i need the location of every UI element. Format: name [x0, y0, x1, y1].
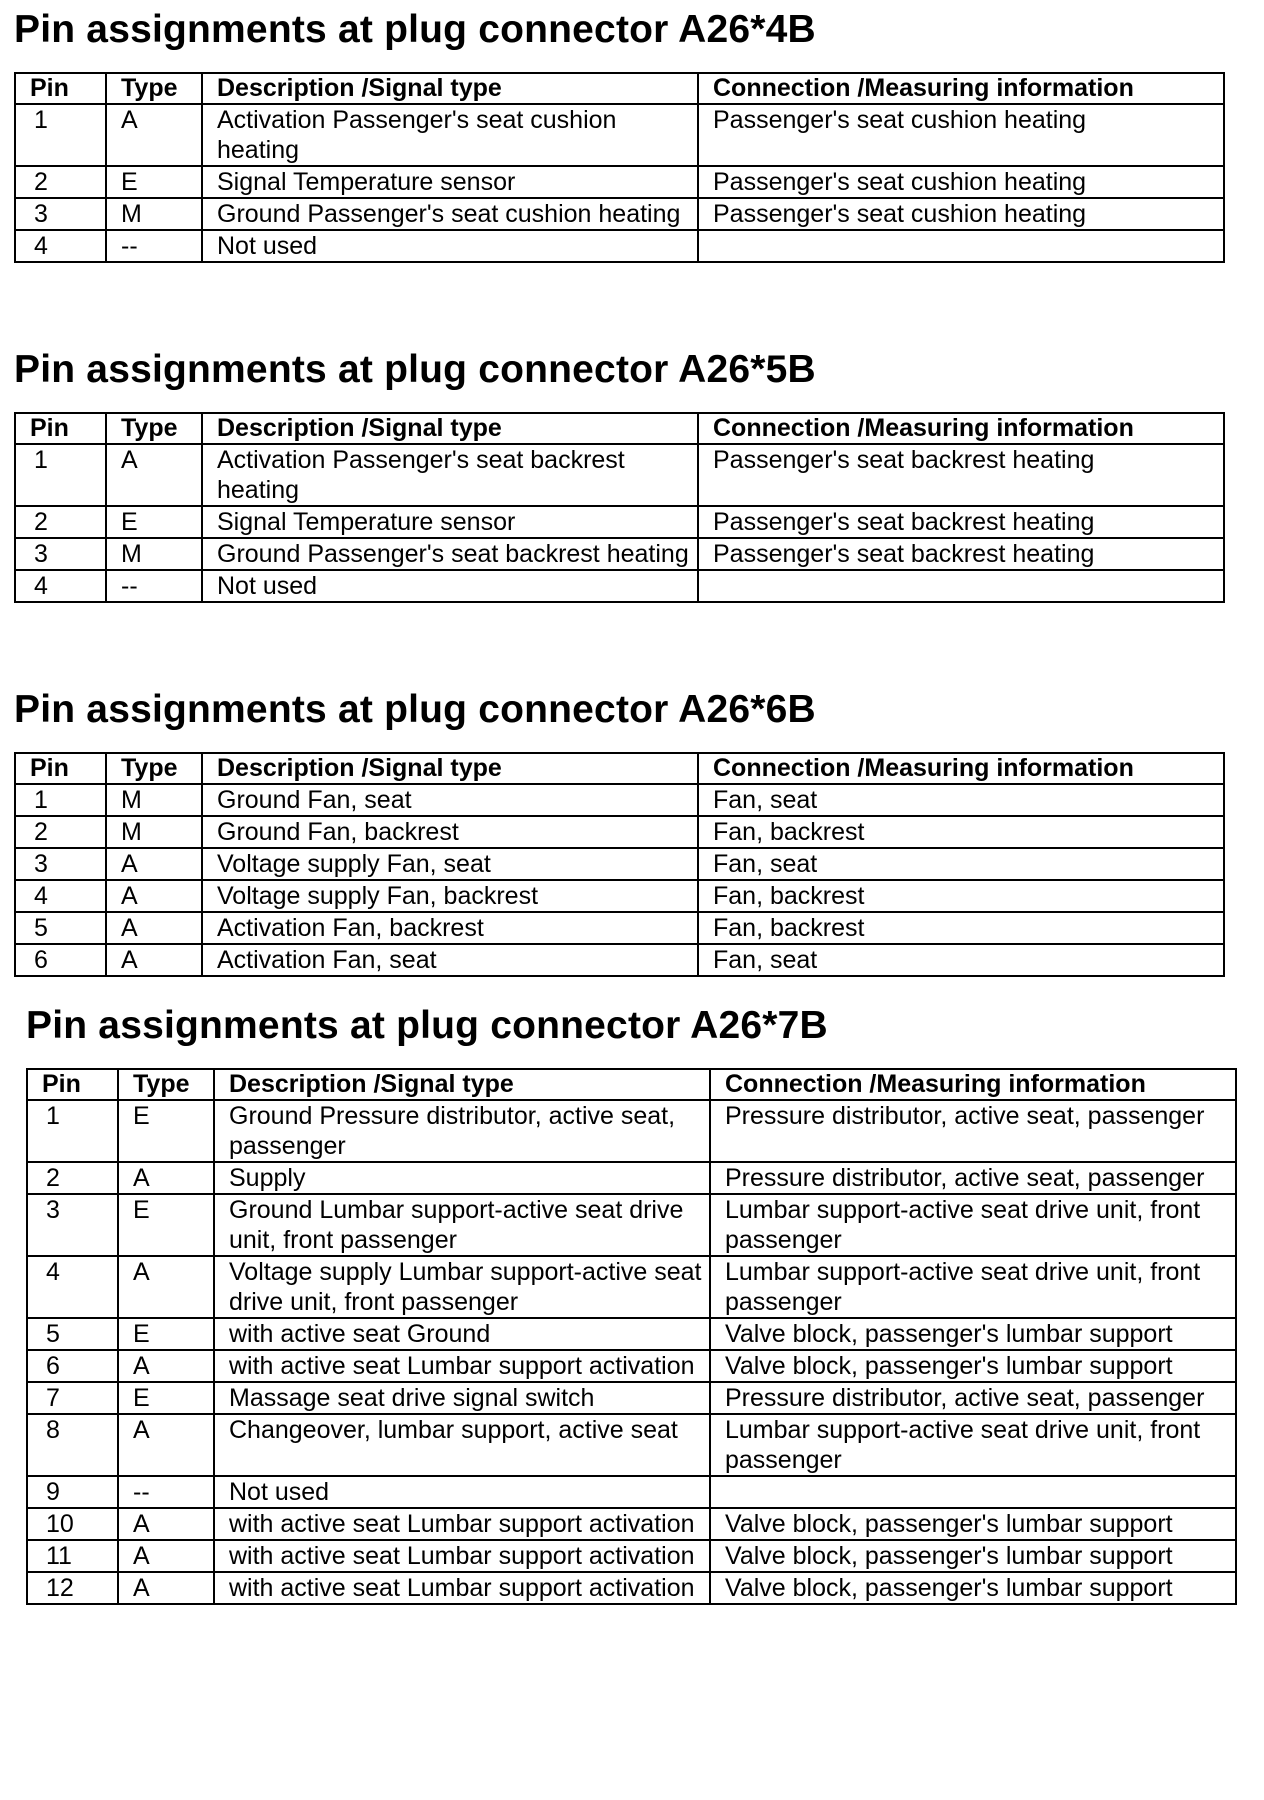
description-header: Description /Signal type [202, 753, 698, 784]
type-cell: E [118, 1194, 214, 1256]
type-cell: A [118, 1572, 214, 1604]
table-row [27, 1508, 1236, 1540]
table-header-row [15, 753, 1224, 784]
pin-cell: 10 [27, 1508, 118, 1540]
description-cell: Ground Passenger's seat cushion heating [202, 198, 698, 230]
connection-cell: Fan, seat [698, 784, 1224, 816]
pin-table [14, 752, 1225, 977]
description-cell: Ground Fan, backrest [202, 816, 698, 848]
pin-cell: 2 [15, 166, 106, 198]
description-header: Description /Signal type [202, 73, 698, 104]
description-cell: Not used [202, 230, 698, 262]
description-cell: Ground Passenger's seat backrest heating [202, 538, 698, 570]
pin-cell: 12 [27, 1572, 118, 1604]
connection-cell: Lumbar support-active seat drive unit, front passenger [710, 1194, 1236, 1256]
table-row [27, 1572, 1236, 1604]
pin-cell: 1 [15, 444, 106, 506]
connection-header: Connection /Measuring information [710, 1069, 1236, 1100]
table-row [27, 1100, 1236, 1162]
table-row [15, 944, 1224, 976]
type-cell: A [118, 1508, 214, 1540]
connection-cell: Valve block, passenger's lumbar support [710, 1350, 1236, 1382]
connection-cell: Lumbar support-active seat drive unit, front passenger [710, 1256, 1236, 1318]
description-header: Description /Signal type [202, 413, 698, 444]
pin-cell: 9 [27, 1476, 118, 1508]
table-header-row [15, 73, 1224, 104]
type-cell: A [106, 104, 202, 166]
connection-cell: Fan, seat [698, 944, 1224, 976]
table-row [27, 1476, 1236, 1508]
pin-cell: 7 [27, 1382, 118, 1414]
type-cell: M [106, 784, 202, 816]
type-cell: E [106, 506, 202, 538]
pin-cell: 11 [27, 1540, 118, 1572]
pin-cell: 4 [15, 230, 106, 262]
description-cell: Supply [214, 1162, 710, 1194]
table-row [15, 912, 1224, 944]
table-row [15, 848, 1224, 880]
pin-header: Pin [15, 753, 106, 784]
connection-cell: Valve block, passenger's lumbar support [710, 1508, 1236, 1540]
table-row [27, 1194, 1236, 1256]
section-title: Pin assignments at plug connector A26*6B [14, 688, 816, 731]
pin-cell: 4 [15, 570, 106, 602]
table-row [27, 1256, 1236, 1318]
pin-cell: 1 [27, 1100, 118, 1162]
connection-cell: Passenger's seat cushion heating [698, 104, 1224, 166]
connection-cell: Passenger's seat backrest heating [698, 506, 1224, 538]
type-cell: M [106, 198, 202, 230]
description-cell: Activation Passenger's seat cushion heating [202, 104, 698, 166]
type-cell: -- [118, 1476, 214, 1508]
description-cell: Ground Lumbar support-active seat drive unit, front passenger [214, 1194, 710, 1256]
section-a26-6b [14, 684, 1225, 977]
connection-cell [698, 570, 1224, 602]
description-cell: with active seat Lumbar support activation [214, 1350, 710, 1382]
description-cell: Signal Temperature sensor [202, 506, 698, 538]
type-header: Type [118, 1069, 214, 1100]
type-cell: A [118, 1540, 214, 1572]
description-cell: Not used [214, 1476, 710, 1508]
pin-table [14, 72, 1225, 263]
pin-cell: 2 [15, 506, 106, 538]
table-row [15, 784, 1224, 816]
connection-cell: Fan, backrest [698, 816, 1224, 848]
type-header: Type [106, 413, 202, 444]
pin-header: Pin [15, 73, 106, 104]
pin-cell: 5 [15, 912, 106, 944]
pin-cell: 2 [27, 1162, 118, 1194]
table-row [15, 880, 1224, 912]
type-cell: E [106, 166, 202, 198]
description-cell: with active seat Ground [214, 1318, 710, 1350]
connection-cell: Fan, seat [698, 848, 1224, 880]
table-row [27, 1414, 1236, 1476]
pin-cell: 3 [15, 848, 106, 880]
table-row [27, 1162, 1236, 1194]
table-row [15, 444, 1224, 506]
description-cell: Activation Fan, backrest [202, 912, 698, 944]
pin-cell: 1 [15, 104, 106, 166]
type-cell: A [106, 944, 202, 976]
table-row [27, 1382, 1236, 1414]
pin-cell: 4 [27, 1256, 118, 1318]
table-row [15, 104, 1224, 166]
connection-cell [710, 1476, 1236, 1508]
pin-cell: 1 [15, 784, 106, 816]
type-cell: M [106, 538, 202, 570]
pin-cell: 8 [27, 1414, 118, 1476]
table-row [15, 166, 1224, 198]
table-row [15, 506, 1224, 538]
description-cell: Activation Fan, seat [202, 944, 698, 976]
connection-cell: Passenger's seat cushion heating [698, 166, 1224, 198]
description-header: Description /Signal type [214, 1069, 710, 1100]
table-row [15, 198, 1224, 230]
description-cell: Voltage supply Lumbar support-active seat drive unit, front passenger [214, 1256, 710, 1318]
connection-cell: Valve block, passenger's lumbar support [710, 1318, 1236, 1350]
pin-cell: 3 [27, 1194, 118, 1256]
description-cell: Voltage supply Fan, seat [202, 848, 698, 880]
connection-cell: Passenger's seat backrest heating [698, 444, 1224, 506]
connection-cell: Pressure distributor, active seat, passenger [710, 1162, 1236, 1194]
connection-cell: Pressure distributor, active seat, passenger [710, 1100, 1236, 1162]
type-cell: A [118, 1350, 214, 1382]
section-a26-4b [14, 4, 1225, 263]
description-cell: Voltage supply Fan, backrest [202, 880, 698, 912]
description-cell: Not used [202, 570, 698, 602]
type-cell: E [118, 1100, 214, 1162]
connection-cell: Valve block, passenger's lumbar support [710, 1540, 1236, 1572]
pin-cell: 2 [15, 816, 106, 848]
connection-cell: Passenger's seat cushion heating [698, 198, 1224, 230]
pin-cell: 5 [27, 1318, 118, 1350]
section-a26-7b [26, 1000, 1237, 1605]
description-cell: Activation Passenger's seat backrest heating [202, 444, 698, 506]
type-cell: M [106, 816, 202, 848]
pin-header: Pin [15, 413, 106, 444]
pin-cell: 6 [27, 1350, 118, 1382]
connection-cell [698, 230, 1224, 262]
description-cell: Ground Fan, seat [202, 784, 698, 816]
type-cell: E [118, 1318, 214, 1350]
table-row [15, 538, 1224, 570]
table-header-row [15, 413, 1224, 444]
pin-table [26, 1068, 1237, 1605]
connection-cell: Fan, backrest [698, 912, 1224, 944]
pin-cell: 6 [15, 944, 106, 976]
description-cell: with active seat Lumbar support activation [214, 1508, 710, 1540]
table-row [27, 1540, 1236, 1572]
table-row [15, 816, 1224, 848]
pin-cell: 3 [15, 198, 106, 230]
description-cell: with active seat Lumbar support activation [214, 1572, 710, 1604]
type-cell: E [118, 1382, 214, 1414]
type-cell: A [118, 1414, 214, 1476]
section-title: Pin assignments at plug connector A26*4B [14, 8, 816, 51]
connection-cell: Pressure distributor, active seat, passenger [710, 1382, 1236, 1414]
table-row [15, 230, 1224, 262]
section-a26-5b [14, 344, 1225, 603]
type-header: Type [106, 73, 202, 104]
type-cell: -- [106, 230, 202, 262]
pin-table [14, 412, 1225, 603]
description-cell: Massage seat drive signal switch [214, 1382, 710, 1414]
type-cell: A [106, 880, 202, 912]
type-cell: A [106, 912, 202, 944]
pin-cell: 3 [15, 538, 106, 570]
section-title: Pin assignments at plug connector A26*7B [26, 1004, 828, 1047]
table-row [27, 1318, 1236, 1350]
type-cell: A [118, 1162, 214, 1194]
pin-header: Pin [27, 1069, 118, 1100]
type-cell: A [106, 848, 202, 880]
connection-header: Connection /Measuring information [698, 73, 1224, 104]
table-header-row [27, 1069, 1236, 1100]
connection-header: Connection /Measuring information [698, 753, 1224, 784]
type-cell: A [118, 1256, 214, 1318]
connection-cell: Valve block, passenger's lumbar support [710, 1572, 1236, 1604]
type-cell: -- [106, 570, 202, 602]
description-cell: Changeover, lumbar support, active seat [214, 1414, 710, 1476]
section-title: Pin assignments at plug connector A26*5B [14, 348, 816, 391]
connection-header: Connection /Measuring information [698, 413, 1224, 444]
type-cell: A [106, 444, 202, 506]
description-cell: with active seat Lumbar support activation [214, 1540, 710, 1572]
description-cell: Signal Temperature sensor [202, 166, 698, 198]
pin-cell: 4 [15, 880, 106, 912]
table-row [15, 570, 1224, 602]
connection-cell: Lumbar support-active seat drive unit, front passenger [710, 1414, 1236, 1476]
connection-cell: Fan, backrest [698, 880, 1224, 912]
type-header: Type [106, 753, 202, 784]
table-row [27, 1350, 1236, 1382]
description-cell: Ground Pressure distributor, active seat, passenger [214, 1100, 710, 1162]
connection-cell: Passenger's seat backrest heating [698, 538, 1224, 570]
